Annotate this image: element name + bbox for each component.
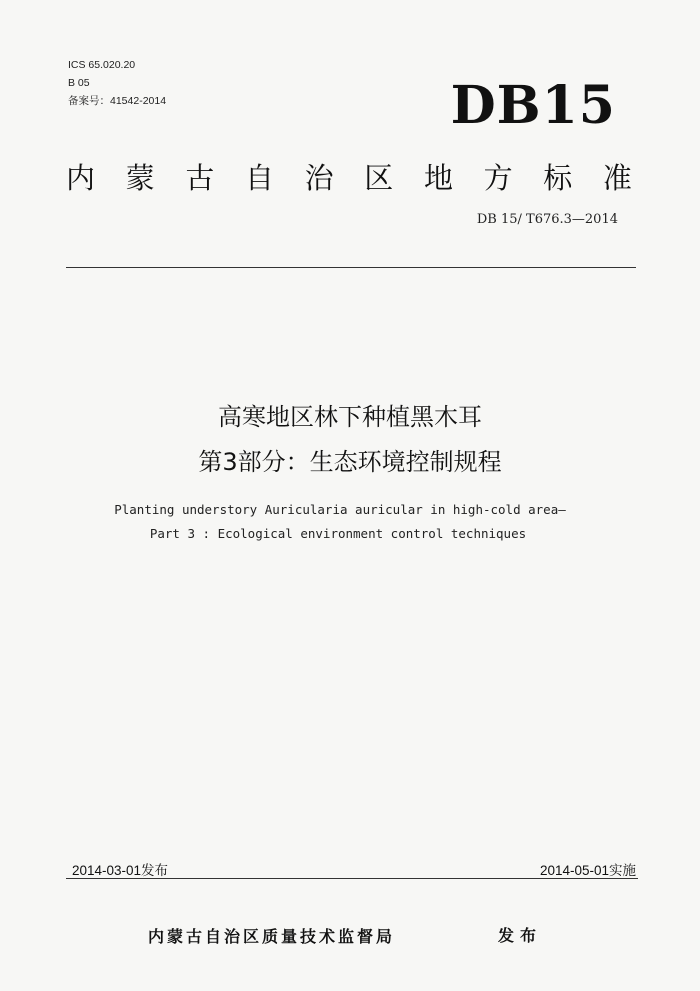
record-number: 备案号：41542-2014 (68, 95, 167, 107)
title-en-line1: Planting understory Auricularia auricular in high-cold area— (114, 502, 566, 517)
standard-type-char: 准 (602, 161, 632, 195)
title-en-line2: Part 3 : Ecological environment control techniques (149, 526, 527, 541)
standard-type-char: 内 (66, 161, 96, 195)
standard-type-char: 方 (483, 161, 513, 195)
db-code: DB15 (450, 75, 616, 136)
title-cn-line2: 第3部分：生态环境控制规程 (198, 448, 502, 476)
standard-type-char: 蒙 (125, 161, 155, 195)
release-date: 2014-03-01发布 (72, 863, 169, 878)
standard-number: DB 15/ T676.3—2014 (476, 212, 618, 227)
standard-type-char: 区 (364, 161, 394, 195)
standard-type-char: 古 (185, 161, 215, 195)
issue-label: 发布 (498, 926, 543, 945)
standard-type-char: 标 (543, 161, 573, 195)
implement-date: 2014-05-01实施 (539, 863, 636, 878)
standard-type-char: 自 (244, 161, 274, 195)
header-divider (66, 267, 636, 268)
title-cn-line1: 高寒地区林下种植黑木耳 (218, 403, 482, 431)
issuing-authority: 内蒙古自治区质量技术监督局 (148, 927, 396, 946)
standard-type (66, 156, 632, 197)
ccs-code: B 05 (68, 77, 90, 89)
classification-block (68, 56, 166, 110)
ics-code: ICS 65.020.20 (68, 59, 136, 71)
standard-type-char: 地 (423, 161, 453, 195)
standard-type-char: 治 (304, 161, 334, 195)
footer-divider (66, 878, 638, 879)
